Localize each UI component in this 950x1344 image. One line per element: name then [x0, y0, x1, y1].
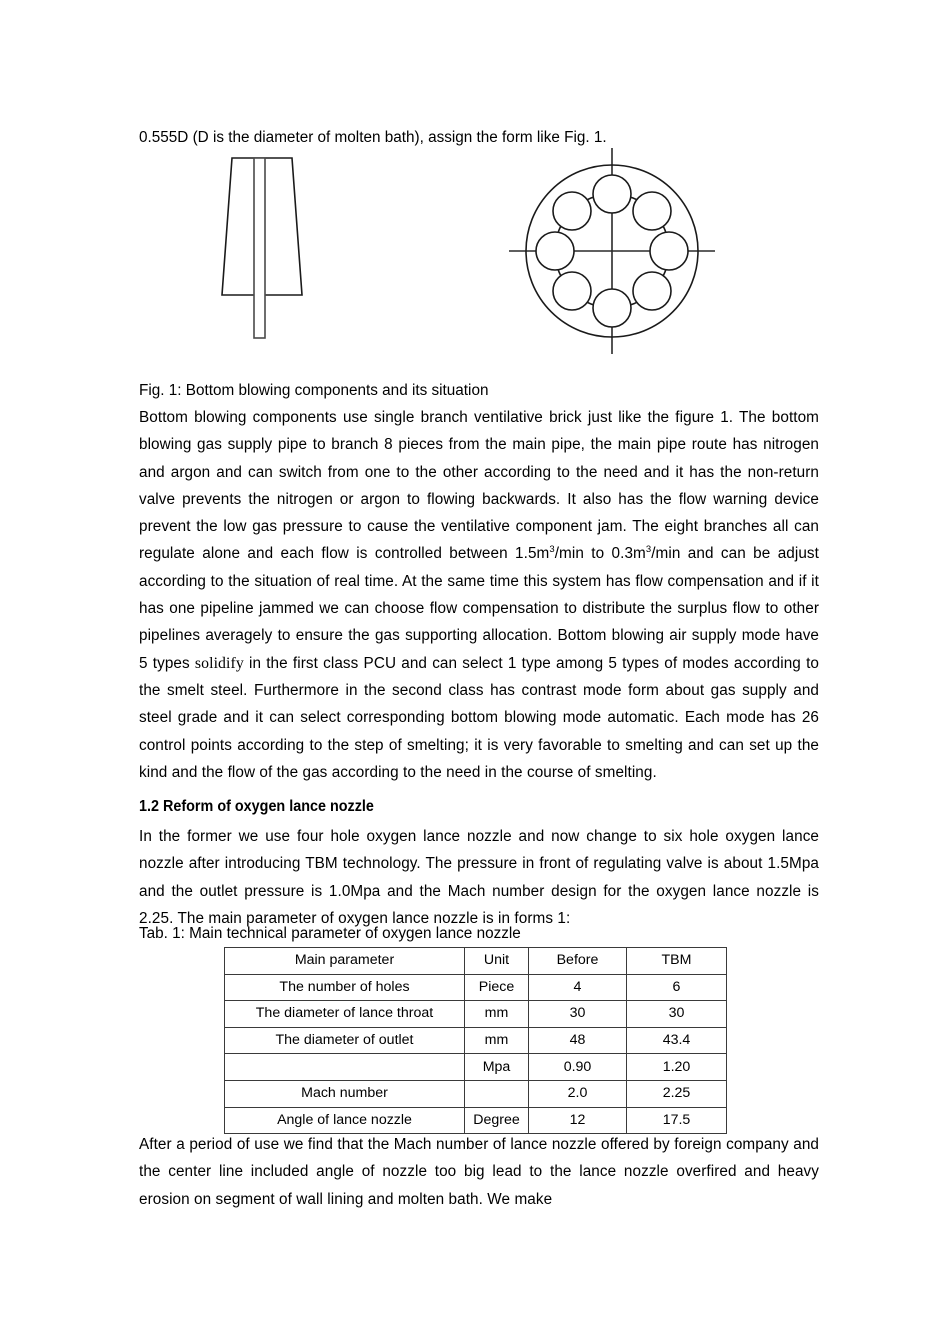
- para1-seg-d: in the first class PCU and can select 1 type among 5 types of modes according to the smelt steel. Furthermore in the second class has contrast mode form about gas supply and steel grade and it can select corresponding bottom blowing mode automatic. Each mode has 26 control points according to the step of smelting; it is very favorable to smelting and can set up the kind and the flow of the gas according to the need in the course of smelting.: [139, 654, 819, 781]
- ventilative-brick-side-view: [207, 148, 317, 348]
- col-header-unit: Unit: [465, 948, 529, 975]
- lead-line: 0.555D (D is the diameter of molten bath), assign the form like Fig. 1.: [139, 129, 607, 146]
- table-row: [225, 1027, 727, 1054]
- figure-caption: Fig. 1: Bottom blowing components and its situation: [139, 382, 489, 399]
- cell-unit: [465, 1080, 529, 1107]
- table-row: [225, 1107, 727, 1134]
- arrangement-plan-svg: [507, 146, 717, 356]
- cell-before: 30: [529, 1001, 627, 1028]
- table-header-row: [225, 948, 727, 975]
- cell-tbm: 17.5: [627, 1107, 727, 1134]
- col-header-tbm: TBM: [627, 948, 727, 975]
- paragraph-three-block: [139, 1131, 819, 1213]
- cell-tbm: 43.4: [627, 1027, 727, 1054]
- cell-unit: mm: [465, 1001, 529, 1028]
- paragraph-one: [139, 404, 819, 786]
- cell-tbm: 1.20: [627, 1054, 727, 1081]
- table-row: [225, 974, 727, 1001]
- cell-before: 12: [529, 1107, 627, 1134]
- cell-before: 4: [529, 974, 627, 1001]
- ventilative-brick-svg: [207, 148, 317, 348]
- cell-tbm: 6: [627, 974, 727, 1001]
- cell-parameter: The diameter of outlet: [225, 1027, 465, 1054]
- para1-seg-a: Bottom blowing components use single branch ventilative brick just like the figure 1. The bottom blowing gas supply pipe to branch 8 pieces from the main pipe, the main pipe route has nitrogen and argon and can switch from one to the other according to the need and it has the non-return valve prevents the nitrogen or argon to flowing backwards. It also has the flow warning device prevent the low gas pressure to cause the ventilative component jam. The eight branches all can regulate alone and each flow is controlled between 1.5m: [139, 409, 819, 563]
- table-row: [225, 1054, 727, 1081]
- table-header: [225, 948, 727, 975]
- cell-unit: Piece: [465, 974, 529, 1001]
- emphasis-word-solidify: solidify: [194, 654, 244, 672]
- cell-parameter: Angle of lance nozzle: [225, 1107, 465, 1134]
- superscript-three-a: 3: [549, 544, 555, 556]
- cell-parameter: The number of holes: [225, 974, 465, 1001]
- cell-tbm: 30: [627, 1001, 727, 1028]
- bottom-blowing-arrangement-plan-view: [507, 146, 717, 356]
- oxygen-lance-parameter-table: [224, 947, 727, 1134]
- table-row: [225, 1001, 727, 1028]
- table-row: [225, 1080, 727, 1107]
- para1-seg-c: /min and can be adjust according to the situation of real time. At the same time this system has flow compensation and if it has one pipeline jammed we can choose flow compensation to distribute the surplus flow to other pipelines averagely to ensure the gas supporting allocation. Bottom blowing air supply mode have 5 types: [139, 545, 819, 672]
- col-header-main-parameter: Main parameter: [225, 948, 465, 975]
- cell-before: 0.90: [529, 1054, 627, 1081]
- cell-unit: Mpa: [465, 1054, 529, 1081]
- figure-1-group: [139, 146, 819, 361]
- paragraph-two-block: [139, 823, 819, 932]
- cell-parameter: The diameter of lance throat: [225, 1001, 465, 1028]
- paragraph-one-block: [139, 404, 819, 786]
- cell-parameter: [225, 1054, 465, 1081]
- col-header-before: Before: [529, 948, 627, 975]
- paragraph-three: After a period of use we find that the Mach number of lance nozzle offered by foreign company and the center line included angle of nozzle too big lead to the lance nozzle overfired and heavy erosion on segment of wall lining and molten bath. We make: [139, 1136, 819, 1208]
- cell-unit: Degree: [465, 1107, 529, 1134]
- cell-parameter: Mach number: [225, 1080, 465, 1107]
- paragraph-two: In the former we use four hole oxygen lance nozzle and now change to six hole oxygen lance nozzle after introducing TBM technology. The pressure in front of regulating valve is about 1.5Mpa and the outlet pressure is 1.0Mpa and the Mach number design for the oxygen lance nozzle is 2.25. The main parameter of oxygen lance nozzle is in forms 1:: [139, 828, 819, 927]
- section-heading-1-2: 1.2 Reform of oxygen lance nozzle: [139, 798, 374, 815]
- cell-before: 2.0: [529, 1080, 627, 1107]
- cell-tbm: 2.25: [627, 1080, 727, 1107]
- table-caption: Tab. 1: Main technical parameter of oxygen lance nozzle: [139, 925, 521, 942]
- para1-seg-b: /min to 0.3m: [554, 545, 646, 563]
- table-body: [225, 974, 727, 1134]
- cell-unit: mm: [465, 1027, 529, 1054]
- cell-before: 48: [529, 1027, 627, 1054]
- superscript-three-b: 3: [645, 544, 652, 556]
